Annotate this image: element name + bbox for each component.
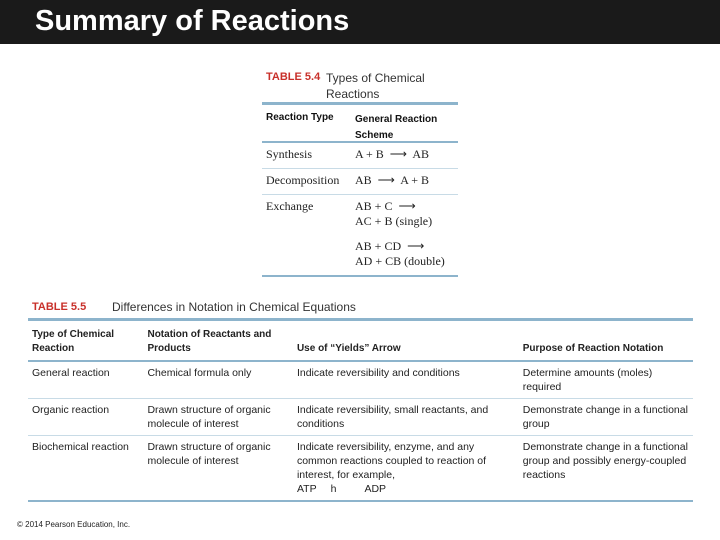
table-number: TABLE 5.4 — [266, 71, 321, 83]
table-row — [28, 361, 693, 399]
table-number: TABLE 5.5 — [32, 301, 87, 313]
scheme-line: AD + CB (double) — [355, 254, 445, 268]
notation-table — [28, 321, 693, 502]
adp-label: ADP — [364, 483, 387, 495]
table-row — [262, 143, 458, 169]
table-cell: Demonstrate change in a functional group and possibly energy-coupled reactions — [519, 436, 693, 502]
table-5-5-caption — [28, 298, 693, 318]
table-title: Differences in Notation in Chemical Equations — [112, 300, 356, 314]
table-cell: Drawn structure of organic molecule of interest — [143, 399, 292, 436]
reaction-type: Decomposition — [266, 173, 340, 187]
atp-example — [297, 482, 515, 496]
table-cell: General reaction — [28, 361, 143, 399]
reaction-type: Exchange — [266, 199, 314, 213]
table-row — [262, 195, 458, 277]
table-cell: Determine amounts (moles) required — [519, 361, 693, 399]
table-cell: Demonstrate change in a functional group — [519, 399, 693, 436]
table-row — [28, 399, 693, 436]
reaction-scheme: A + B ⟶ AB — [355, 147, 429, 161]
column-header: Use of “Yields” Arrow — [293, 321, 519, 361]
table-5-5 — [28, 298, 693, 502]
table-header-row — [28, 321, 693, 361]
column-header: Purpose of Reaction Notation — [519, 321, 693, 361]
table-5-4-caption — [262, 68, 458, 102]
slide-title: Summary of Reactions — [35, 5, 350, 37]
scheme-line: AC + B (single) — [355, 214, 433, 228]
column-header: Notation of Reactants and Products — [143, 321, 292, 361]
table-cell: Organic reaction — [28, 399, 143, 436]
table-cell: Biochemical reaction — [28, 436, 143, 502]
scheme-line: AB + CD ⟶ — [355, 239, 425, 253]
reaction-type: Synthesis — [266, 147, 313, 161]
table-5-4 — [262, 68, 458, 277]
reaction-scheme — [355, 199, 445, 269]
table-cell: Indicate reversibility and conditions — [293, 361, 519, 399]
arrow-usage-text: Indicate reversibility, enzyme, and any common reactions coupled to reaction of interest, for example, — [296, 441, 487, 481]
title-bar — [0, 0, 720, 44]
table-cell: Indicate reversibility, small reactants, and conditions — [293, 399, 519, 436]
scheme-line: AB + C ⟶ — [355, 199, 416, 213]
column-header: Type of Chemical Reaction — [28, 321, 143, 361]
reaction-scheme: AB ⟶ A + B — [355, 173, 429, 187]
table-row — [262, 169, 458, 195]
table-row — [28, 436, 693, 502]
atp-label: ATP — [296, 483, 317, 495]
table-title: Types of Chemical Reactions — [326, 71, 425, 101]
column-header: Reaction Type — [266, 112, 334, 123]
table-cell: Drawn structure of organic molecule of interest — [143, 436, 292, 502]
copyright-notice: © 2014 Pearson Education, Inc. — [17, 520, 131, 529]
column-header: General Reaction Scheme — [355, 114, 438, 141]
h-label: h — [330, 483, 337, 495]
table-header-row — [262, 105, 458, 143]
table-cell: Chemical formula only — [143, 361, 292, 399]
table-cell — [293, 436, 519, 502]
